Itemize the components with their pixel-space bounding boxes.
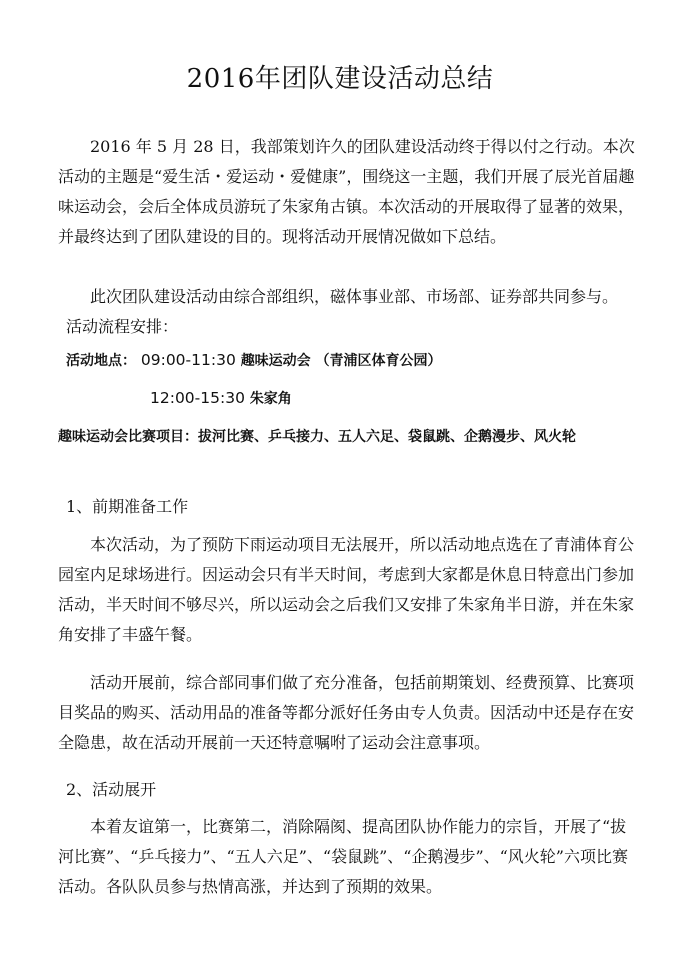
intro-paragraph-1: 2016 年 5 月 28 日，我部策划许久的团队建设活动终于得以付之行动。本次活动的主题是“爱生活・爱运动・爱健康”，围绕这一主题，我们开展了辰光首届趣味运动会，会后全体成员游玩了朱家角古镇。本次活动的开展取得了显著的效果，并最终达到了团队建设的目的。现将活动开展情况做如下总结。 — [58, 137, 635, 246]
section-1-heading: 1、前期准备工作 — [66, 497, 189, 516]
schedule-events: 趣味运动会比赛项目：拔河比赛、乒乓接力、五人六足、袋鼠跳、企鹅漫步、风火轮 — [58, 429, 576, 445]
schedule-heading: 活动流程安排： — [66, 317, 179, 336]
section-2-paragraph-1: 本着友谊第一，比赛第二，消除隔阂、提高团队协作能力的宗旨，开展了“拔河比赛”、“乒乓接力”、“五人六足”、“袋鼠跳”、“企鹅漫步”、“风火轮”六项比赛活动。各队队员参与热情高涨，并达到了预期的效果。 — [58, 817, 628, 896]
schedule-time-2: 12:00-15:30 — [150, 389, 245, 407]
schedule-location-label: 活动地点： — [66, 353, 136, 369]
schedule-row-2 — [150, 383, 630, 414]
schedule-row-1 — [66, 345, 646, 376]
section-1-paragraph-2: 活动开展前，综合部同事们做了充分准备，包括前期策划、经费预算、比赛项目奖品的购买、活动用品的准备等都分派好任务由专人负责。因活动中还是存在安全隐患，故在活动开展前一天还特意嘱咐了运动会注意事项。 — [58, 673, 635, 752]
section-1-paragraph-1: 本次活动，为了预防下雨运动项目无法展开，所以活动地点选在了青浦体育公园室内足球场进行。因运动会只有半天时间，考虑到大家都是休息日特意出门参加活动，半天时间不够尽兴，所以运动会之后我们又安排了朱家角半日游，并在朱家角安排了丰盛午餐。 — [58, 535, 635, 644]
schedule-place-1: 趣味运动会 （青浦区体育公园） — [240, 353, 442, 369]
page-title: 2016年团队建设活动总结 — [186, 64, 494, 94]
schedule-place-2: 朱家角 — [249, 391, 292, 407]
schedule-time-1: 09:00-11:30 — [140, 351, 236, 369]
section-2-heading: 2、活动展开 — [66, 780, 157, 799]
intro-paragraph-2: 此次团队建设活动由综合部组织，磁体事业部、市场部、证券部共同参与。 — [90, 287, 619, 306]
